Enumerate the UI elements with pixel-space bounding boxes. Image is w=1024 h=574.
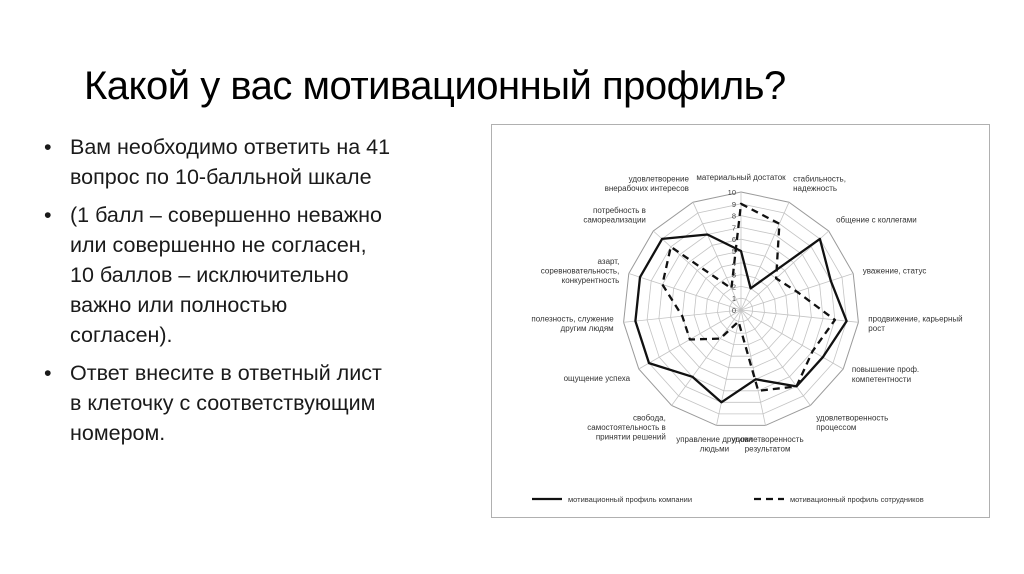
category-label: материальный достаток (696, 173, 786, 182)
category-label: соревновательность, (540, 266, 620, 276)
tick-label: 5 (731, 247, 736, 256)
category-label: удовлетворенность (731, 435, 804, 445)
bullet-marker: • (44, 361, 52, 385)
bullet-text-line: (1 балл – совершенно неважно (70, 203, 382, 227)
tick-label: 0 (731, 306, 736, 315)
category-label: азарт, (597, 256, 620, 266)
category-label: самореализации (583, 215, 646, 225)
bullet-text-line: вопрос по 10-балльной шкале (70, 165, 372, 189)
category-label: ощущение успеха (563, 374, 631, 383)
category-label: общение с коллегами (836, 215, 917, 225)
category-label: процессом (816, 423, 857, 433)
category-label: другим людям (560, 324, 614, 334)
category-label: внерабочих интересов (604, 184, 689, 194)
bullet-marker: • (44, 203, 52, 227)
bullet-text-line: Ответ внесите в ответный лист (70, 361, 382, 385)
category-label: надежность (793, 184, 838, 194)
category-label: удовлетворение (628, 174, 689, 184)
tick-label: 10 (727, 188, 736, 197)
category-label: самостоятельность в (587, 423, 666, 433)
radar-chart (492, 125, 989, 517)
category-label: результатом (744, 444, 791, 454)
tick-label: 3 (731, 270, 736, 280)
bullet-item (44, 358, 489, 448)
category-label: продвижение, карьерный (868, 314, 963, 324)
category-label: уважение, статус (862, 266, 927, 276)
bullet-text-line: 10 баллов – исключительно (70, 263, 349, 287)
category-label: рост (868, 324, 885, 334)
category-label: удовлетворенность (816, 413, 889, 423)
category-label: свобода, (632, 413, 666, 423)
bullet-text-line: или совершенно не согласен, (70, 233, 367, 257)
bullet-item (44, 200, 489, 350)
slide-title: Какой у вас мотивационный профиль? (84, 64, 786, 108)
category-label: потребность в (593, 205, 646, 215)
bullet-text-line: важно или полностью (70, 293, 288, 317)
category-label: принятии решений (595, 432, 666, 442)
grid-spoke (741, 202, 789, 310)
radar-chart-frame (491, 124, 990, 518)
legend-label: мотивационный профиль компании (568, 495, 693, 504)
category-label: стабильность, (793, 174, 846, 184)
bullet-text-line: согласен). (70, 323, 173, 347)
legend-label: мотивационный профиль сотрудников (790, 495, 924, 504)
tick-label: 9 (731, 199, 736, 209)
category-label: людьми (699, 444, 730, 454)
bullet-text-line: в клеточку с соответствующим (70, 391, 376, 415)
category-label: компетентности (851, 374, 912, 384)
bullet-item (44, 132, 489, 192)
category-label: управление другими (676, 435, 753, 445)
bullet-marker: • (44, 135, 52, 159)
bullet-text-line: Вам необходимо ответить на 41 (70, 135, 391, 159)
tick-label: 8 (731, 211, 736, 221)
tick-label: 7 (731, 223, 736, 233)
tick-label: 6 (731, 235, 736, 245)
tick-label: 4 (731, 258, 736, 268)
category-label: конкурентность (561, 275, 620, 285)
category-label: повышение проф. (851, 365, 920, 375)
grid-spoke (653, 231, 741, 310)
bullet-text-line: номером. (70, 421, 166, 445)
bullet-list (44, 132, 489, 456)
tick-label: 1 (731, 294, 736, 304)
category-label: полезность, служение (531, 314, 614, 324)
tick-label: 2 (731, 282, 736, 292)
